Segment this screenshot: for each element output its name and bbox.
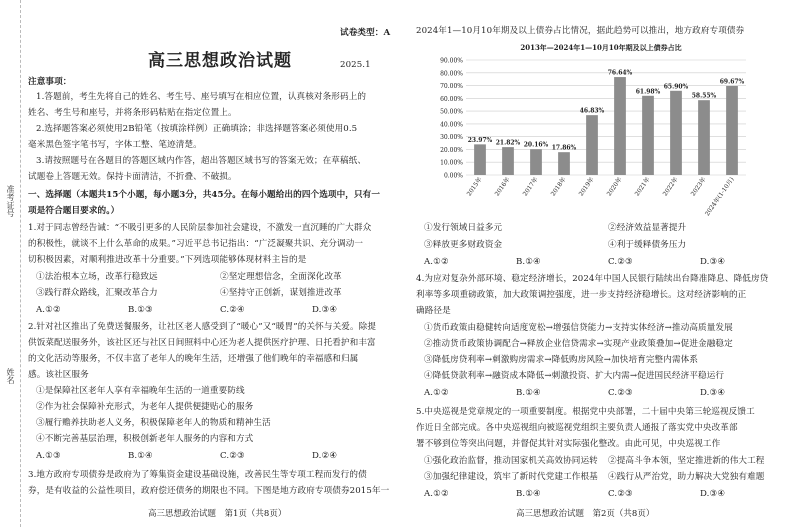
choice: C.②④ <box>220 305 245 315</box>
y-tick-label: 50.00% <box>440 108 463 116</box>
x-category-label: 2016年 <box>493 176 512 198</box>
bar-value-label: 58.55% <box>691 92 717 100</box>
x-category-label: 2023年 <box>689 176 708 198</box>
question-5: 署不够到位等突出问题，并督促其针对实际强化整改。由此可见，中央巡视工作 <box>416 439 721 449</box>
choice: A.①② <box>36 305 61 315</box>
bar-value-label: 46.83% <box>579 107 605 115</box>
note-line: 试题卷上答题无效。保持卡面清洁，不折叠、不破损。 <box>28 172 237 182</box>
question-1: 1.对于同志曾经告诫：“不吸引更多的人民阶层参加社会建设，不激发一直沉睡的广大群众 <box>28 223 372 233</box>
option: ①发行领域日益多元 <box>424 223 503 233</box>
question-5: 作近日全部完成。各中央巡视组向被巡视党组织主要负责人通报了落实党中央改革部 <box>416 423 738 433</box>
y-tick-label: 40.00% <box>440 121 463 129</box>
y-tick-label: 90.00% <box>440 57 463 65</box>
bar <box>502 147 514 175</box>
bar <box>614 77 626 175</box>
note-line: 2.选择题答案必须使用2B铅笔（按填涂样例）正确填涂；非选择题答案必须使用0.5 <box>36 124 358 134</box>
choice: C.②③ <box>608 388 633 398</box>
bar <box>586 115 598 175</box>
option: ②推动货币政策协调配合→释放企业信贷需求→实现产业政策叠加→促进金融稳定 <box>424 339 733 349</box>
question-1: 切积极因素，对顺利推进改革十分重要。”下列选项能够体现材料主旨的是 <box>28 255 307 265</box>
choice: B.①④ <box>516 489 541 499</box>
x-category-label: 2020年 <box>605 176 624 198</box>
page-title: 高三思想政治试题 <box>148 51 292 71</box>
bar <box>698 100 710 175</box>
option: ①货币政策由稳健转向适度宽松→增强信贷能力→支持实体经济→推动高质量发展 <box>424 323 733 333</box>
bar <box>642 96 654 175</box>
choice: A.①③ <box>36 451 61 461</box>
page-footer: 高三思想政治试题 第1页（共8页） <box>148 509 287 519</box>
x-category-label: 2024年(1-10月) <box>703 176 736 218</box>
option: ④践行从严治党，助力解决大党独有难题 <box>608 472 765 482</box>
note-line: 1.答题前，考生先将自己的姓名、考生号、座号填写在相应位置，认真核对条形码上的 <box>36 92 367 102</box>
y-tick-label: 20.00% <box>440 146 463 154</box>
option: ①强化政治监督，推动国家机关高效协同运转 <box>424 456 598 466</box>
option: ①是保障社区老年人享有幸福晚年生活的一道重要防线 <box>36 386 245 396</box>
choice: B.①④ <box>128 451 153 461</box>
option: ③释放更多财政资金 <box>424 240 503 250</box>
choice: A.①② <box>424 257 449 267</box>
x-category-label: 2018年 <box>549 176 568 198</box>
bond-ratio-chart <box>440 40 746 218</box>
bar-value-label: 76.64% <box>607 69 633 77</box>
question-5: 5.中央巡视是党章规定的一项重要制度。根据党中央部署，二十届中央第三轮巡视反馈工 <box>416 407 755 417</box>
y-tick-label: 30.00% <box>440 134 463 142</box>
choice: D.③④ <box>312 305 338 315</box>
question-4: 4.为应对复杂外部环境、稳定经济增长，2024年中国人民银行陆续出台降准降息、降低房贷 <box>416 274 769 284</box>
x-category-label: 2022年 <box>661 176 680 198</box>
exam-date: 2025.1 <box>340 60 371 70</box>
option: ②经济效益显著提升 <box>608 223 687 233</box>
notes-title: 注意事项： <box>28 77 72 87</box>
y-tick-label: 70.00% <box>440 83 463 91</box>
option: ③履行赡养扶助老人义务，积极保障老年人的物质和精神生活 <box>36 418 271 428</box>
choice: C.②③ <box>608 257 633 267</box>
choice: A.①② <box>424 489 449 499</box>
bar-value-label: 20.16% <box>523 141 549 149</box>
choice: B.①④ <box>516 388 541 398</box>
choice: A.①② <box>424 388 449 398</box>
option: ③加强纪律建设，筑牢了新时代党建工作根基 <box>424 472 598 482</box>
option: ④降低贷款利率→融资成本降低→刺激投资、扩大内需→促进国民经济平稳运行 <box>424 371 725 381</box>
choice: B.①③ <box>128 305 153 315</box>
bar <box>558 152 570 175</box>
bar <box>474 144 486 175</box>
bar-value-label: 23.97% <box>467 136 493 144</box>
y-tick-label: 0.00% <box>443 172 463 180</box>
right-page <box>416 0 786 527</box>
x-category-label: 2021年 <box>633 176 652 198</box>
x-category-label: 2019年 <box>577 176 596 198</box>
binding-line <box>20 0 21 527</box>
y-tick-label: 80.00% <box>440 70 463 78</box>
bar <box>670 91 682 175</box>
choice: D.③④ <box>700 388 726 398</box>
bar-value-label: 65.90% <box>663 83 689 91</box>
note-line: 3.请按照题号在各题目的答题区域内作答，超出答题区域书写的答案无效；在草稿纸、 <box>36 156 367 166</box>
question-3: 3.地方政府专项债券是政府为了筹集资金建设基础设施，改善民生等专项工程而发行的债 <box>28 470 367 480</box>
option: ②坚定理想信念，全面深化改革 <box>220 272 342 282</box>
name-label: 姓名 <box>6 368 15 384</box>
option: ①法治根本立场，改革行稳致远 <box>36 272 158 282</box>
chart-intro: 2024年1—10月10年期及以上债券占比情况，据此趋势可以推出，地方政府专项债券 <box>416 26 745 36</box>
option: ④不断完善基层治理，积极创新老年人服务的内容和方式 <box>36 434 254 444</box>
question-3: 券，是有收益的公益性项目，政府偿还债务的期限也不同。下图是地方政府专项债券2015年一 <box>28 486 390 496</box>
option: ④利于缓释债务压力 <box>608 240 687 250</box>
option: ②作为社会保障补充形式，为老年人提供便捷贴心的服务 <box>36 402 254 412</box>
option: ③降低房贷利率→刺激购房需求→降低购房风险→加快培育完整内需体系 <box>424 355 699 365</box>
option: ②提高斗争本领，坚定推进新的伟大工程 <box>608 456 765 466</box>
note-line: 姓名、考生号和座号，并将条形码粘贴在指定位置上。 <box>28 108 237 118</box>
bar-value-label: 17.86% <box>551 144 577 152</box>
question-2: 的文化活动等服务，不仅丰富了老年人的晚年生活，还增强了他们晚年的幸福感和归属 <box>28 354 359 364</box>
bar <box>530 149 542 175</box>
chart-title: 2013年—2024年1—10月10年期及以上债券占比 <box>520 43 682 52</box>
choice: D.②④ <box>312 451 338 461</box>
y-tick-label: 60.00% <box>440 95 463 103</box>
bar-value-label: 21.82% <box>495 139 521 147</box>
question-2: 供饭菜配送服务外，该社区还与社区日间照料中心还为老人提供医疗护理、日托看护和丰富 <box>28 338 376 348</box>
choice: D.③④ <box>700 257 726 267</box>
page-footer: 高三思想政治试题 第2页（共8页） <box>516 509 655 519</box>
exam-number-label: 准考证号 <box>6 185 15 217</box>
choice: D.③④ <box>700 489 726 499</box>
question-4: 利率等多项重磅政策，加大政策调控强度，进一步支持经济稳增长。这对经济影响的正 <box>416 290 747 300</box>
option: ③践行群众路线，汇聚改革合力 <box>36 288 158 298</box>
bar-value-label: 69.67% <box>719 78 745 86</box>
bar <box>726 86 738 175</box>
question-1: 的积极性，就谈不上什么革命的成果。”习近平总书记指出：“广泛凝聚共识、充分调动一 <box>28 239 364 249</box>
left-page <box>28 0 398 527</box>
note-line: 毫米黑色签字笔书写，字体工整、笔迹清楚。 <box>28 140 202 150</box>
bar-value-label: 61.98% <box>635 88 661 96</box>
section-heading: 项是符合题目要求的。） <box>28 206 120 216</box>
x-category-label: 2015年 <box>465 176 484 198</box>
question-2: 2.针对社区推出了免费送餐服务，让社区老人感受到了“暖心”又“暖胃”的关怀与关爱。除提 <box>28 322 377 332</box>
option: ④坚持守正创新，谋划推进改革 <box>220 288 342 298</box>
choice: C.②③ <box>608 489 633 499</box>
question-2: 感。该社区服务 <box>28 370 89 380</box>
paper-type: 试卷类型：A <box>340 28 391 38</box>
x-category-label: 2017年 <box>521 176 540 198</box>
choice: C.②③ <box>220 451 245 461</box>
question-4: 确路径是 <box>416 306 451 316</box>
y-tick-label: 10.00% <box>440 159 463 167</box>
choice: B.①④ <box>516 257 541 267</box>
section-heading: 一、选择题（本题共15个小题，每小题3分，共45分。在每小题给出的四个选项中，只有一 <box>28 190 381 200</box>
